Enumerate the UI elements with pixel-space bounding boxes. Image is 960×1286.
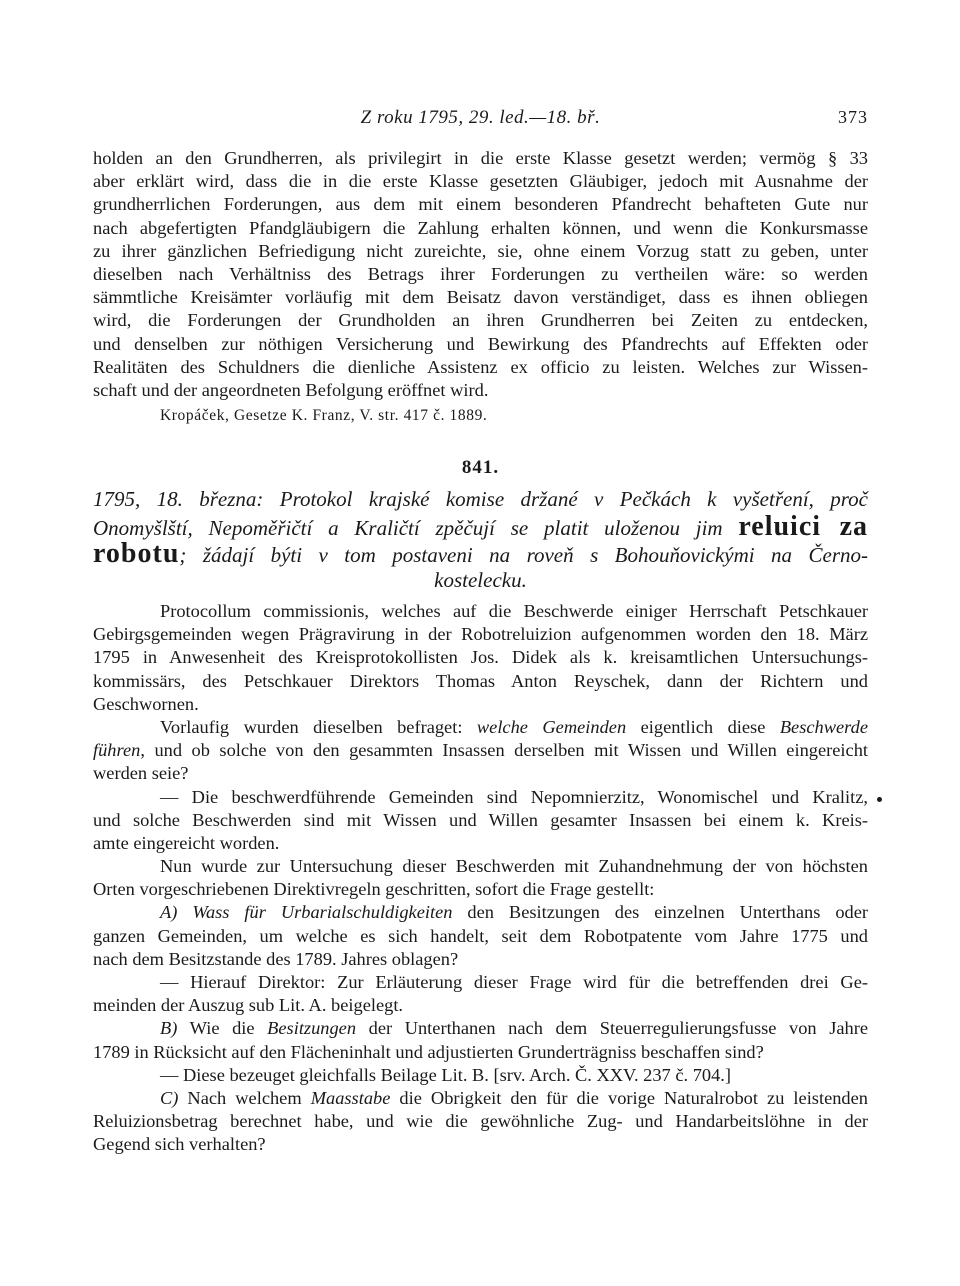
text-line: schaft und der angeordneten Befolgung eröffnet wird. — [93, 379, 489, 400]
protocol-paragraph — [93, 600, 868, 1157]
text-run: eigentlich diese — [626, 716, 780, 737]
text-run: Wie die — [177, 1018, 268, 1039]
page-number: 373 — [838, 107, 868, 127]
answer-a-line: meinden der Auszug sub Lit. A. beigelegt. — [93, 995, 404, 1016]
text-run: Vorlaufig wurden dieselben befraget: — [160, 716, 477, 737]
text-line: zu ihrer gänzlichen Befriedigung nicht zureichte, sie, ohne einem Vorzug statt zu geben, unter — [93, 240, 868, 261]
text-run: die Obrigkeit den für die vorige Naturalrobot zu leistenden — [390, 1087, 868, 1108]
question-line: werden seie? — [93, 763, 189, 784]
answer-line: — Die beschwerdführende Gemeinden sind Nepomnierzitz, Wonomischel und Kralitz, — [160, 786, 868, 807]
text-line: Geschwornen. — [93, 693, 199, 714]
text-line: und denselben zur nöthigen Versicherung und Bewirkung des Pfandrechts auf Effekten oder — [93, 333, 868, 354]
source-citation: Kropáček, Gesetze K. Franz, V. str. 417 č. 1889. — [160, 407, 488, 424]
running-title: Z roku 1795, 29. led.—18. bř. — [360, 107, 601, 128]
heading-text: ; žádají býti v tom postaveni na roveň s Bohouňovickými na Černo- — [179, 543, 868, 567]
italic-run: führen — [93, 740, 141, 761]
italic-run: welche Gemeinden — [476, 716, 627, 737]
question-label: C) — [160, 1087, 179, 1108]
question-b-line: 1789 in Rücksicht auf den Flächeninhalt und adjustierten Grunderträgniss beschaffen sind? — [93, 1041, 764, 1062]
text-line: Gebirgsgemeinden wegen Prägravirung in der Robotreluizion aufgenommen worden den 18. März — [93, 624, 868, 645]
italic-run: Beschwerde — [779, 716, 869, 737]
question-a-line — [93, 901, 868, 924]
answer-b-line: — Diese bezeuget gleichfalls Beilage Lit. B. [srv. Arch. Č. XXV. 237 č. 704.] — [160, 1064, 731, 1085]
question-c-line — [93, 1087, 868, 1110]
question-c-line: Reluizionsbetrag berechnet habe, und wie die gewöhnliche Zug- und Handarbeitslöhne in der — [93, 1111, 868, 1132]
text-line: aber erklärt wird, dass die in die erste Klasse gesetzten Gläubiger, jedoch mit Ausnahme der — [93, 171, 868, 192]
question-line — [93, 739, 868, 762]
heading-text: Onomyšlští, Nepoměřičtí a Kraličtí zpěčují se platit uloženou jim — [93, 516, 723, 540]
text-line: Realitäten des Schuldners die dienliche Assistenz ex officio zu leisten. Welches zur Wissen- — [93, 356, 868, 377]
heading-line — [93, 513, 868, 540]
text-line: holden an den Grundherren, als privilegirt in die erste Klasse gesetzt werden; vermög § 33 — [93, 148, 868, 168]
question-line — [93, 716, 868, 739]
question-c-line: Gegend sich verhalten? — [93, 1134, 266, 1155]
heading-emphasis: robotu — [93, 538, 180, 569]
question-b-line — [93, 1017, 868, 1040]
text-line: Protocollum commissionis, welches auf die Beschwerde einiger Herrschaft Petschkauer — [160, 601, 868, 621]
text-run: den Besitzungen des einzelnen Unterthans oder — [452, 902, 868, 923]
text-run: der Unterthanen nach dem Steuerregulierungsfusse von Jahre — [356, 1018, 868, 1039]
running-header — [93, 107, 868, 133]
stray-ink-dot — [877, 797, 882, 802]
answer-a-line: — Hierauf Direktor: Zur Erläuterung dieser Frage wird für die betreffenden drei Ge- — [160, 972, 868, 992]
question-label: B) — [160, 1018, 178, 1039]
text-run: Nach welchem — [178, 1087, 311, 1108]
text-run: , und ob solche von den gesammten Insassen derselben mit Wissen und Willen eingereicht — [140, 740, 868, 761]
answer-line: amte eingereicht worden. — [93, 832, 280, 853]
italic-run: Wass für Urbarialschuldigkeiten — [192, 902, 453, 923]
italic-run: Maasstabe — [310, 1087, 391, 1108]
heading-line — [93, 540, 868, 567]
heading-emphasis: reluici za — [738, 511, 868, 542]
document-heading — [93, 486, 868, 594]
text-line: sämmtliche Kreisämter vorläufig mit dem Beisatz davon verständiget, dass es ihnen obliegen — [93, 287, 868, 308]
question-a-line: ganzen Gemeinden, um welche es sich handelt, seit dem Robotpatente vom Jahre 1775 und — [93, 925, 868, 946]
heading-line: 1795, 18. března: Protokol krajské komise držané v Pečkách k vyšetření, proč — [93, 487, 868, 511]
text-line: Orten vorgeschriebenen Direktivregeln geschritten, sofort die Frage gestellt: — [93, 879, 655, 900]
italic-run: Besitzungen — [267, 1018, 357, 1039]
question-label: A) — [160, 902, 178, 923]
document-number: 841. — [461, 457, 500, 478]
heading-line: kostelecku. — [434, 568, 527, 592]
source-citation-block — [93, 404, 868, 428]
question-a-line: nach dem Besitzstande des 1789. Jahres oblagen? — [93, 948, 459, 969]
document-number-block — [93, 457, 868, 483]
continued-text — [93, 147, 868, 402]
text-line: wird, die Forderungen der Grundholden an ihren Grundherren bei Zeiten zu entdecken, — [93, 310, 868, 331]
text-line: dieselben nach Verhältniss des Betrags ihrer Forderungen zu vertheilen wäre: so werden — [93, 263, 868, 284]
answer-line: und solche Beschwerden sind mit Wissen und Willen gesamter Insassen bei einem k. Kreis- — [93, 809, 868, 830]
text-line: 1795 in Anwesenheit des Kreisprotokollisten Jos. Didek als k. kreisamtlichen Untersuchungs- — [93, 647, 868, 668]
text-line: kommissärs, des Petschkauer Direktors Thomas Anton Reyschek, dann der Richtern und — [93, 670, 868, 691]
text-line: Nun wurde zur Untersuchung dieser Beschwerden mit Zuhandnehmung der von höchsten — [160, 856, 868, 877]
text-line: grundherrlichen Forderungen, aus dem mit einem besonderen Pfandrecht behafteten Gute nur — [93, 194, 868, 215]
text-line: nach abgefertigten Pfandgläubigern die Zahlung erhalten können, und wenn die Konkursmasse — [93, 217, 868, 238]
